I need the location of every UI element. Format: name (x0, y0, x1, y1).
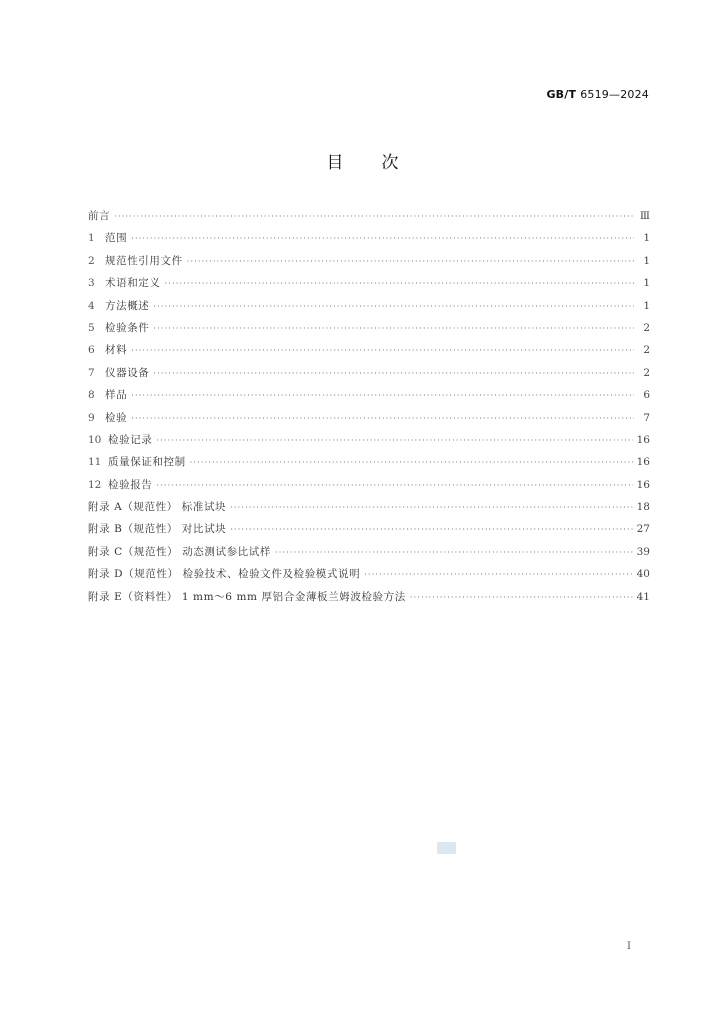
toc-entry-label: 规范性引用文件 (105, 254, 183, 267)
toc-entry-page: 16 (636, 478, 650, 491)
toc-entry-page: 2 (643, 366, 650, 379)
toc-entry[interactable] (88, 477, 650, 499)
toc-entry-page: 16 (636, 456, 650, 469)
toc-entry[interactable] (88, 298, 650, 320)
toc-entry-number: 7 (88, 366, 95, 379)
toc-entry[interactable] (88, 320, 650, 342)
toc-entry-label: 附录 C（规范性） 动态测试参比试样 (88, 545, 272, 558)
toc-entry-page: 27 (636, 523, 650, 536)
toc-entry-page: Ⅲ (639, 210, 650, 222)
toc-dot-leader (131, 346, 634, 355)
toc-entry-label: 范围 (105, 232, 128, 245)
toc-entry[interactable] (88, 432, 650, 454)
standard-code (546, 88, 649, 101)
toc-entry[interactable] (88, 342, 650, 364)
page-number: Ⅰ (627, 941, 631, 952)
toc-entry-label: 附录 E（资料性） 1 mm～6 mm 厚铝合金薄板兰姆波检验方法 (88, 590, 406, 603)
toc-entry[interactable] (88, 387, 650, 409)
toc-dot-leader (153, 369, 634, 378)
toc-entry-page: 16 (636, 433, 650, 446)
toc-dot-leader (131, 414, 634, 423)
toc-entry-number: 5 (88, 321, 95, 334)
toc-entry-page: 7 (643, 411, 650, 424)
toc-entry-page: 18 (636, 501, 650, 514)
toc-entry[interactable] (88, 544, 650, 566)
toc-dot-leader (230, 503, 632, 512)
toc-entry-number: 9 (88, 411, 95, 424)
toc-entry-number: 6 (88, 344, 95, 357)
toc-dot-leader (410, 593, 633, 602)
toc-entry-number: 2 (88, 254, 95, 267)
toc-entry-label: 方法概述 (105, 299, 150, 312)
toc-dot-leader (156, 481, 632, 490)
toc-entry[interactable] (88, 499, 650, 521)
table-of-contents (88, 208, 650, 611)
toc-entry-page: 1 (643, 254, 650, 267)
toc-entry-label: 检验条件 (105, 321, 150, 334)
toc-dot-leader (230, 525, 632, 534)
toc-dot-leader (153, 302, 634, 311)
toc-dot-leader (131, 234, 634, 243)
standard-code-prefix: GB/T (546, 88, 577, 101)
toc-entry-page: 1 (643, 299, 650, 312)
toc-entry-label: 附录 D（规范性） 检验技术、检验文件及检验模式说明 (88, 568, 361, 581)
toc-entry-page: 1 (643, 277, 650, 290)
toc-dot-leader (187, 257, 634, 266)
toc-dot-leader (275, 548, 633, 557)
toc-entry[interactable] (88, 454, 650, 476)
toc-entry-label: 附录 A（规范性） 标准试块 (88, 501, 227, 514)
toc-entry-label: 材料 (105, 344, 128, 357)
toc-dot-leader (114, 212, 634, 221)
toc-entry-label: 术语和定义 (105, 277, 161, 290)
toc-entry-page: 40 (636, 568, 650, 581)
toc-dot-leader (153, 324, 634, 333)
toc-entry-number: 10 (88, 433, 102, 446)
toc-entry-label: 质量保证和控制 (108, 456, 186, 469)
standard-code-number: 6519—2024 (580, 88, 649, 101)
toc-entry-page: 41 (636, 590, 650, 603)
toc-entry-label: 检验 (105, 411, 128, 424)
toc-entry[interactable] (88, 208, 650, 230)
toc-entry-label: 仪器设备 (105, 366, 150, 379)
toc-entry-number: 11 (88, 456, 102, 469)
toc-entry-page: 2 (643, 344, 650, 357)
toc-dot-leader (156, 436, 632, 445)
toc-dot-leader (131, 391, 634, 400)
toc-entry-number: 3 (88, 277, 95, 290)
toc-entry-label: 样品 (105, 389, 128, 402)
toc-entry[interactable] (88, 275, 650, 297)
toc-entry-page: 6 (643, 389, 650, 402)
toc-entry-page: 1 (643, 232, 650, 245)
toc-entry-label: 检验记录 (108, 433, 153, 446)
toc-entry[interactable] (88, 365, 650, 387)
toc-entry-number: 12 (88, 478, 102, 491)
toc-entry[interactable] (88, 230, 650, 252)
toc-entry-label: 前言 (88, 210, 111, 222)
toc-entry[interactable] (88, 589, 650, 611)
toc-entry-number: 1 (88, 232, 95, 245)
toc-entry-page: 2 (643, 321, 650, 334)
toc-entry[interactable] (88, 521, 650, 543)
toc-entry-number: 4 (88, 299, 95, 312)
toc-entry-page: 39 (636, 545, 650, 558)
toc-entry[interactable] (88, 410, 650, 432)
toc-dot-leader (364, 570, 632, 579)
page-title: 目次 (326, 153, 437, 173)
toc-entry-number: 8 (88, 389, 95, 402)
toc-dot-leader (190, 458, 633, 467)
toc-entry[interactable] (88, 253, 650, 275)
toc-entry-label: 检验报告 (108, 478, 153, 491)
toc-dot-leader (165, 279, 635, 288)
toc-entry-label: 附录 B（规范性） 对比试块 (88, 523, 227, 536)
watermark-mark (437, 842, 456, 854)
toc-entry[interactable] (88, 566, 650, 588)
